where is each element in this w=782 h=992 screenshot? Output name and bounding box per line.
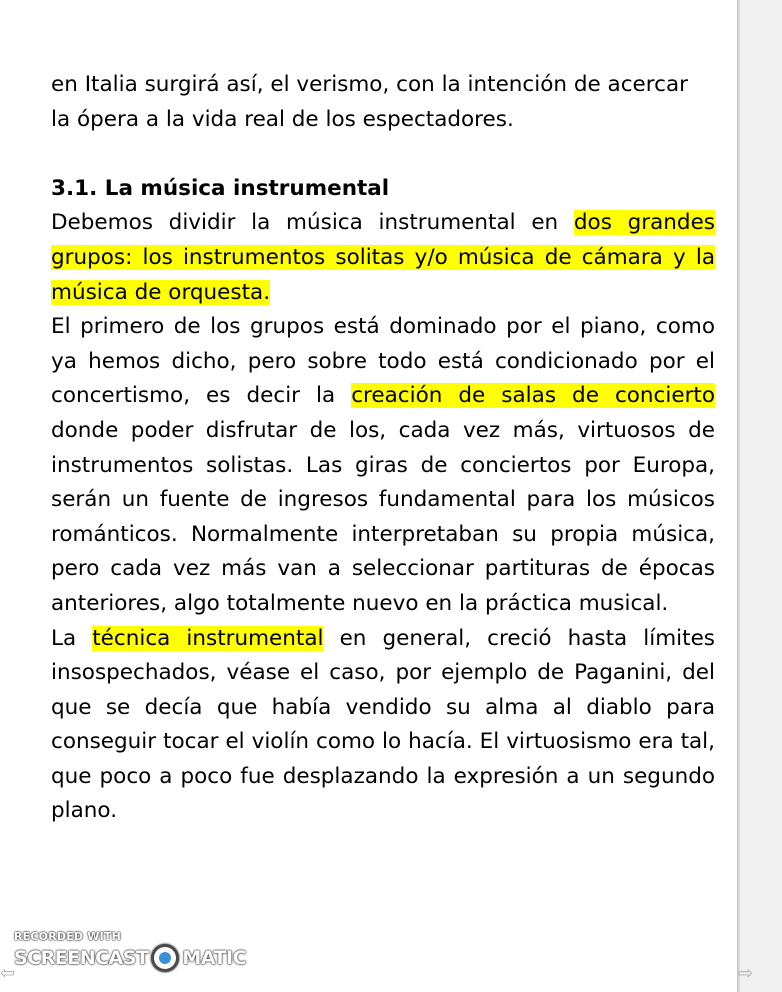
paragraph-2-text-start: El primero de los grupos está dominado por el piano, como ya hemos dicho, pero sobre todo está condicionado por el concertismo, es decir la — [51, 314, 715, 409]
watermark-brand-left: SCREENCAST — [14, 947, 149, 969]
paragraph-2 — [51, 310, 715, 621]
watermark-brand-right: MATIC — [182, 947, 247, 969]
paragraph-1-text: Debemos dividir la música instrumental en — [51, 210, 574, 236]
page-content — [51, 68, 715, 829]
paragraph-2-text-end: donde poder disfrutar de los, cada vez más, virtuosos de instrumentos solistas. Las giras de conciertos por Europa, serán un fuente de ingresos fundamental para los músicos románticos. Normalmente interpretaban su propia música, pero cada vez más van a seleccionar partituras de épocas anteriores, algo totalmente nuevo en la práctica musical. — [51, 417, 715, 616]
section-heading: 3.1. La música instrumental — [51, 175, 390, 201]
paragraph-3-highlight: técnica instrumental — [92, 625, 324, 651]
intro-line-2: la ópera a la vida real de los espectadores. — [51, 106, 514, 132]
blank-line — [51, 137, 715, 172]
paragraph-2-highlight: creación de salas de concierto — [351, 383, 716, 409]
paragraph-3-text-start: La — [51, 625, 93, 651]
intro-line-1: en Italia surgirá así, el verismo, con la intención de acercar — [51, 72, 688, 97]
watermark-recorded-with: RECORDED WITH — [14, 930, 122, 943]
previous-page-arrow-icon[interactable]: ⇦ — [0, 963, 16, 984]
viewer-background — [740, 0, 782, 992]
paragraph-3 — [51, 622, 715, 830]
watermark-brand — [14, 944, 246, 972]
screencast-logo-icon — [151, 944, 179, 972]
paragraph-1 — [51, 206, 715, 310]
screencast-watermark — [14, 930, 246, 972]
paragraph-3-text-end: en general, creció hasta límites insospechados, véase el caso, por ejemplo de Paganini, del que se decía que había vendido su alma al diablo para conseguir tocar el violín como lo hacía. El virtuosismo era tal, que poco a poco fue desplazando la expresión a un segundo plano. — [51, 625, 715, 824]
logo-center — [159, 952, 171, 964]
next-page-arrow-icon[interactable]: ⇨ — [738, 963, 754, 984]
paragraph-1-highlight: dos grandes grupos: los instrumentos solitas y/o música de cámara y la música de orquesta. — [51, 210, 715, 305]
